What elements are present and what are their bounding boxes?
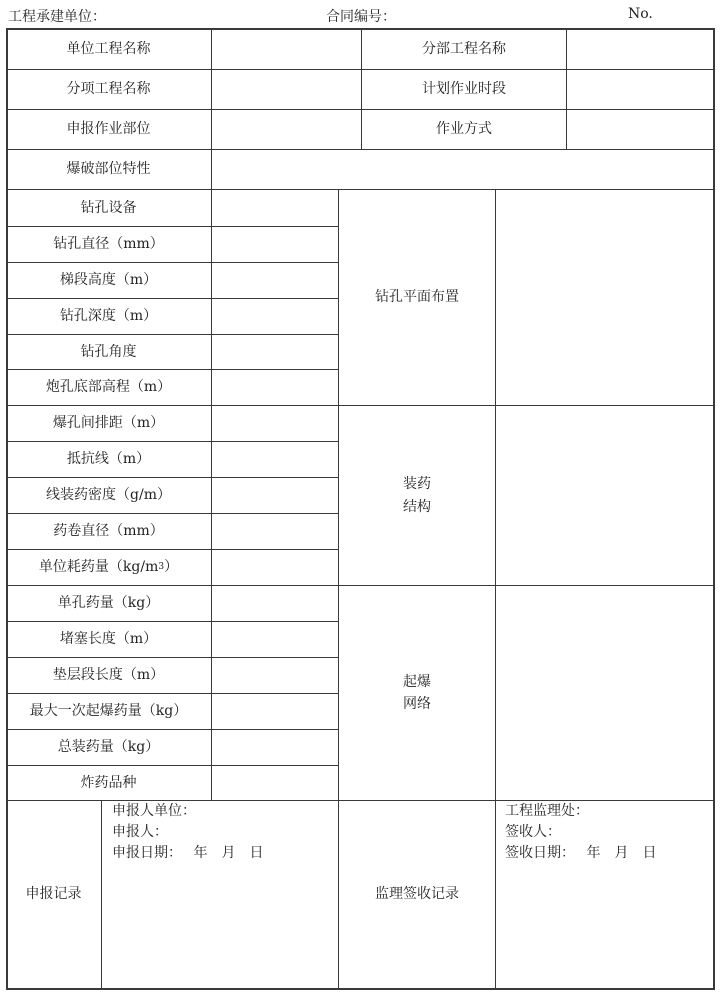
detonation-param-label: 垫层段长度（m） xyxy=(52,667,165,684)
planned-period-field[interactable] xyxy=(567,70,713,109)
number-label: No. xyxy=(628,6,653,22)
contractor-label: 工程承建单位： xyxy=(8,9,106,25)
supervision-record-label: 监理签收记录 xyxy=(375,886,459,903)
applicant-label: 申报人： xyxy=(112,824,168,840)
blasting-characteristics-label: 爆破部位特性 xyxy=(66,161,151,178)
charge-param-label xyxy=(6,550,211,585)
work-method-label: 作业方式 xyxy=(436,121,492,138)
drilling-param-label: 钻孔角度 xyxy=(80,343,137,360)
unit-superscript: 3 xyxy=(158,562,165,573)
drilling-param-label: 钻孔深度（m） xyxy=(59,308,158,325)
sub-project-name-field[interactable] xyxy=(567,29,713,69)
contract-number-label: 合同编号： xyxy=(326,9,396,25)
sub-project-name-label: 分部工程名称 xyxy=(422,40,506,57)
charge-structure-line2: 结构 xyxy=(403,498,431,515)
charge-param-label: 药卷直径（mm） xyxy=(53,523,164,540)
drilling-param-label: 梯段高度（m） xyxy=(59,272,158,289)
detonation-param-label: 堵塞长度（m） xyxy=(59,631,158,648)
drilling-layout-field[interactable] xyxy=(496,190,713,405)
work-method-field[interactable] xyxy=(567,110,713,149)
item-project-name-label: 分项工程名称 xyxy=(66,81,151,98)
blasting-characteristics-field[interactable] xyxy=(212,150,713,189)
detonation-param-label: 最大一次起爆药量（kg） xyxy=(29,703,188,720)
charge-structure-line1: 装药 xyxy=(403,476,431,493)
detonation-param-label: 单孔药量（kg） xyxy=(57,595,160,612)
unit-project-name-label: 单位工程名称 xyxy=(66,40,151,57)
supervision-office-label: 工程监理处： xyxy=(505,803,589,819)
receive-date-label: 签收日期： 年 月 日 xyxy=(505,845,657,861)
detonation-network-label xyxy=(339,586,495,800)
detonation-param-label: 总装药量（kg） xyxy=(57,739,160,756)
charge-param-label: 抵抗线（m） xyxy=(66,451,151,468)
detonation-network-field[interactable] xyxy=(496,586,713,800)
applicant-unit-label: 申报人单位： xyxy=(112,803,196,819)
parameter-values-column[interactable] xyxy=(212,190,338,800)
unit-close-paren: ） xyxy=(164,559,179,576)
reported-location-field[interactable] xyxy=(212,110,361,149)
detonation-network-line1: 起爆 xyxy=(403,673,431,690)
apply-date-label: 申报日期： 年 月 日 xyxy=(112,845,264,861)
charge-structure-field[interactable] xyxy=(496,406,713,585)
detonation-param-label: 炸药品种 xyxy=(80,774,137,791)
receiver-label: 签收人： xyxy=(505,824,561,840)
supervision-signature-block[interactable] xyxy=(505,801,713,988)
charge-param-label: 爆孔间排距（m） xyxy=(52,415,165,432)
unit-consumption-text: 单位耗药量（kg/m xyxy=(38,559,159,576)
planned-period-label: 计划作业时段 xyxy=(422,81,506,98)
reported-location-label: 申报作业部位 xyxy=(66,121,151,138)
drilling-param-label: 炮孔底部高程（m） xyxy=(45,379,172,396)
drilling-param-label: 钻孔直径（mm） xyxy=(53,236,164,253)
applicant-signature-block[interactable] xyxy=(112,801,338,988)
unit-project-name-field[interactable] xyxy=(212,29,361,69)
charge-structure-label xyxy=(339,406,495,585)
charge-param-label: 线装药密度（g/m） xyxy=(46,487,171,504)
item-project-name-field[interactable] xyxy=(212,70,361,109)
detonation-network-line2: 网络 xyxy=(403,696,431,712)
drilling-layout-label: 钻孔平面布置 xyxy=(375,289,459,306)
report-record-label: 申报记录 xyxy=(25,886,82,903)
drilling-param-label: 钻孔设备 xyxy=(80,199,137,216)
